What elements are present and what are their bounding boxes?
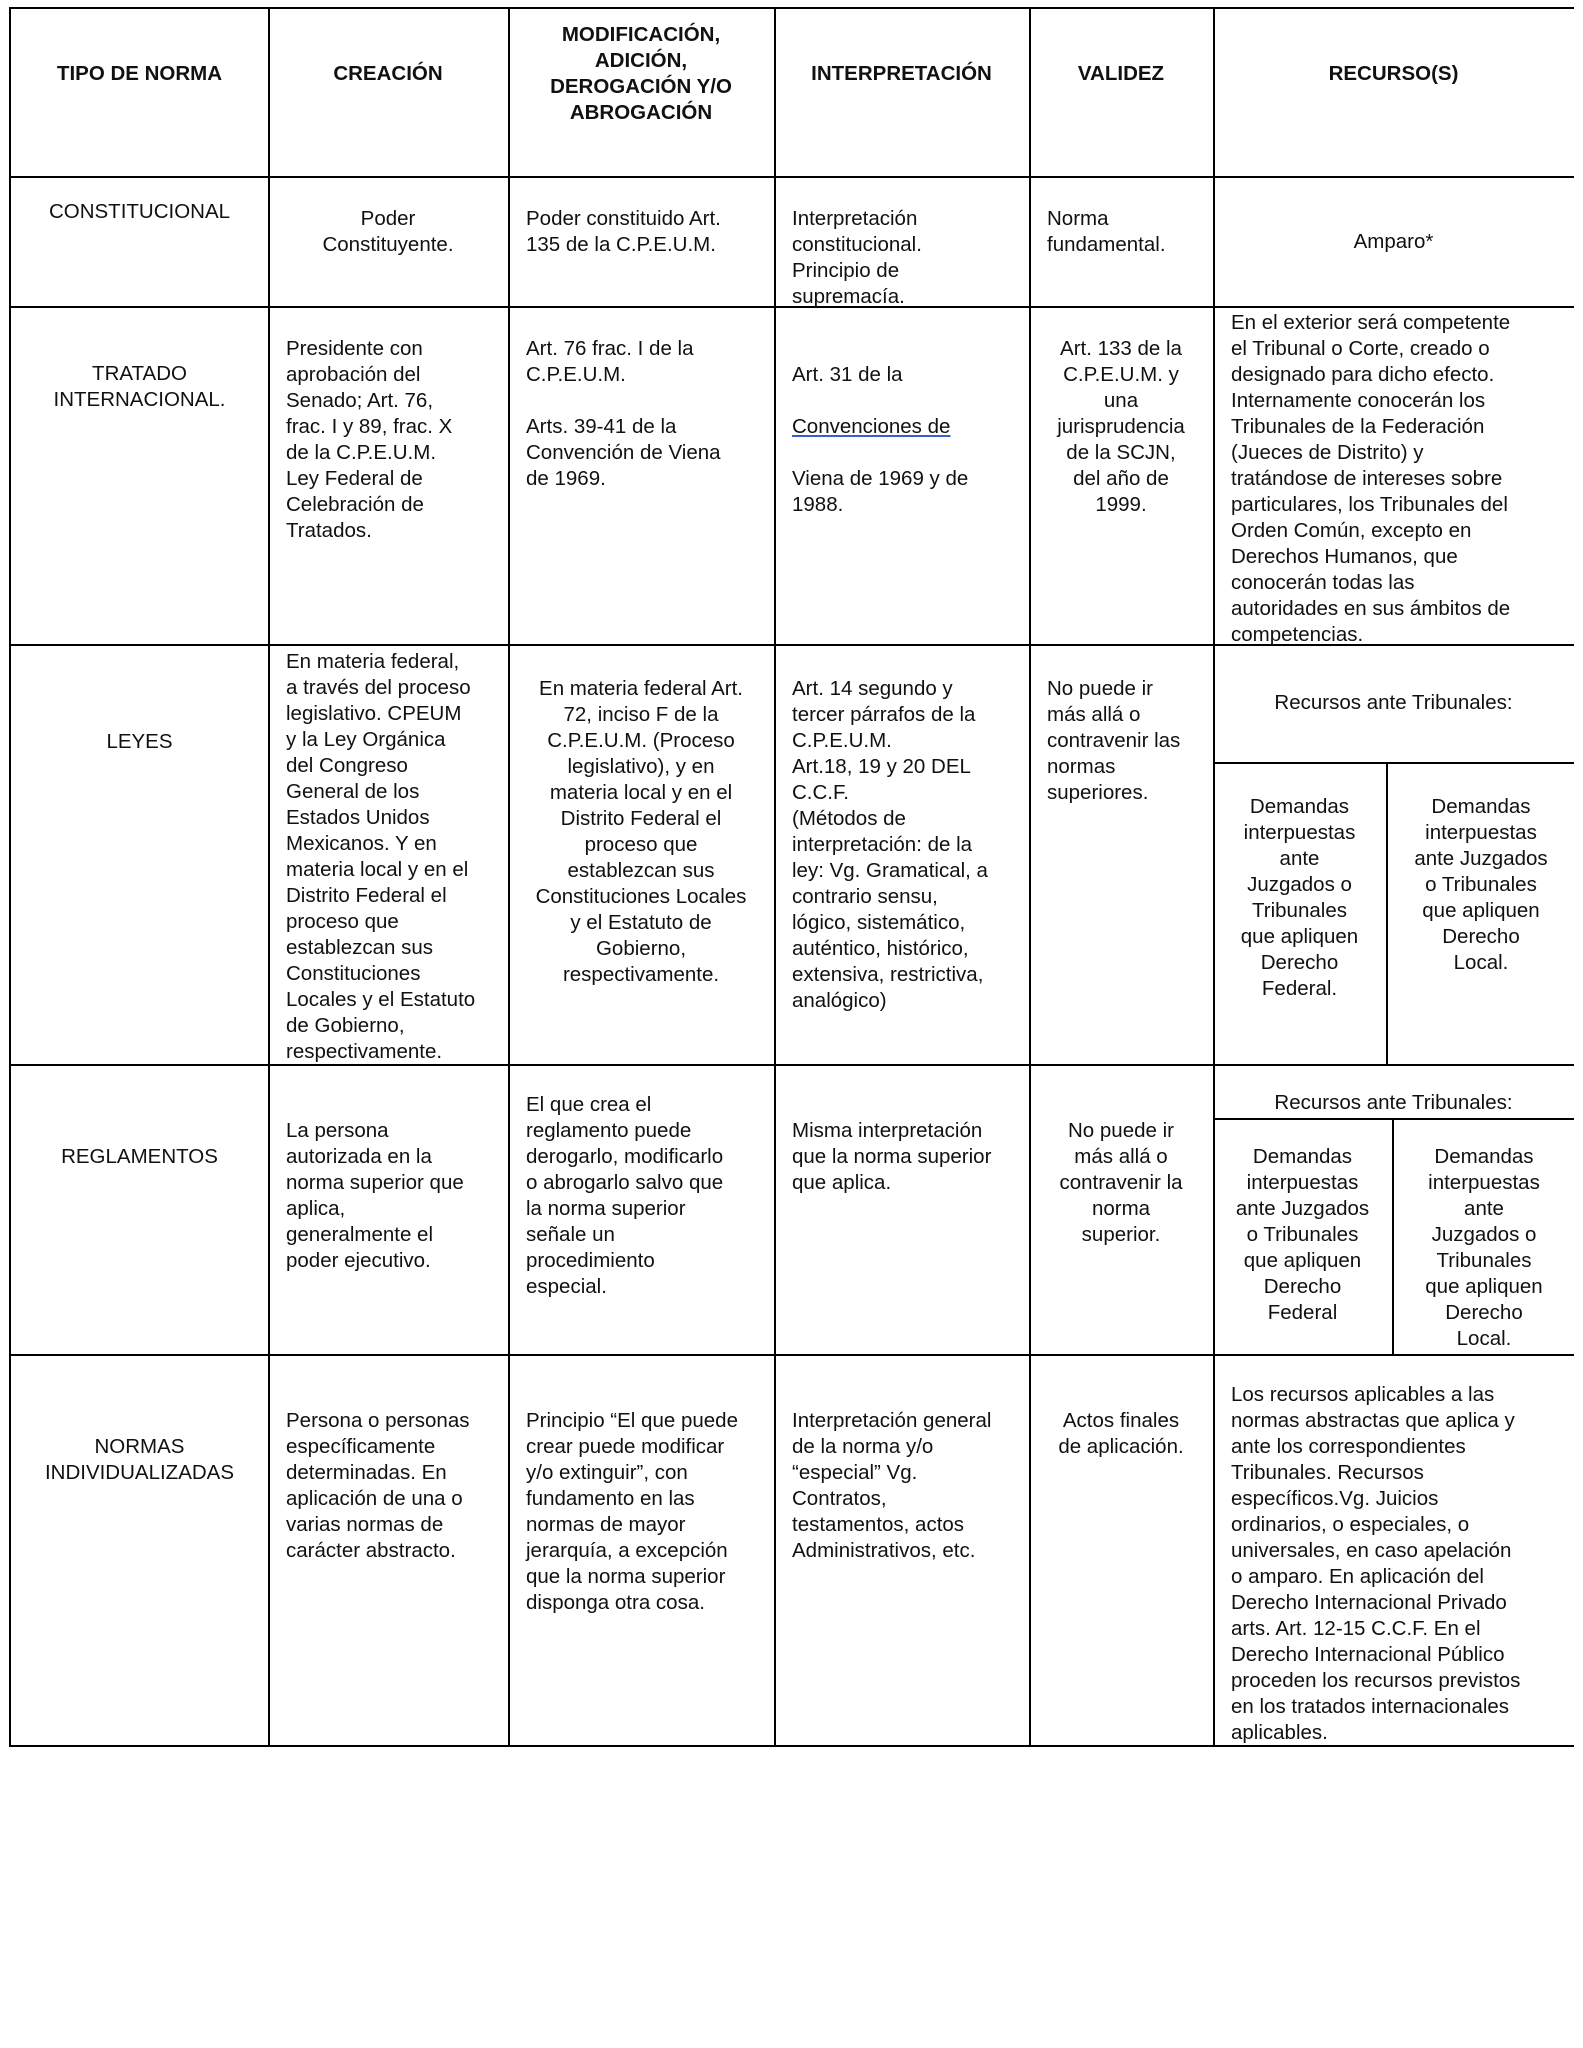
recursos-constitucional: Amparo*	[1353, 230, 1434, 253]
validez-tratado: Art. 133 de la C.P.E.U.M. y una jurisprudencia de la SCJN, del año de 1999.	[1057, 337, 1185, 516]
recursos-individualizadas: Los recursos aplicables a las normas abstractas que aplica y ante los correspondientes Tribunales. Recursos específicos.Vg. Juicios ordinarios, o especiales, o universales, en caso apelación o amparo. En aplicación del Derecho Internacional Privado arts. Art. 12-15 C.C.F. En el Derecho Internacional Público proceden los recursos previstos en los tratados internacionales aplicables.	[1231, 1383, 1521, 1744]
recursos-leyes-titulo: Recursos ante Tribunales:	[1274, 691, 1513, 714]
validez-individualizadas: Actos finales de aplicación.	[1058, 1409, 1184, 1458]
interpretacion-individualizadas: Interpretación general de la norma y/o “especial” Vg. Contratos, testamentos, actos Administrativos, etc.	[792, 1409, 992, 1562]
header-tipo: TIPO DE NORMA	[56, 62, 223, 85]
header-modificacion: MODIFICACIÓN, ADICIÓN, DEROGACIÓN Y/O ABROGACIÓN	[550, 23, 732, 124]
creacion-constitucional: Poder Constituyente.	[322, 207, 454, 256]
header-validez: VALIDEZ	[1077, 62, 1165, 85]
interpretacion-tratado-c: Viena de 1969 y de 1988.	[792, 467, 969, 516]
recursos-reglamentos-titulo: Recursos ante Tribunales:	[1274, 1091, 1513, 1114]
header-recursos: RECURSO(S)	[1328, 62, 1459, 85]
recursos-reglamentos-federal: Demandas interpuestas ante Juzgados o Tribunales que apliquen Derecho Federal	[1235, 1145, 1370, 1324]
creacion-leyes: En materia federal, a través del proceso legislativo. CPEUM y la Ley Orgánica del Congreso General de los Estados Unidos Mexicanos. Y en materia local y en el Distrito Federal el proceso que establezcan sus Constituciones Locales y el Estatuto de Gobierno, respectivamente.	[286, 650, 476, 1063]
modificacion-individualizadas: Principio “El que puede crear puede modificar y/o extinguir”, con fundamento en las normas de mayor jerarquía, a excepción que la norma superior disponga otra cosa.	[526, 1409, 738, 1614]
creacion-individualizadas: Persona o personas específicamente determinadas. En aplicación de una o varias normas de carácter abstracto.	[286, 1409, 470, 1562]
interpretacion-reglamentos: Misma interpretación que la norma superior que aplica.	[792, 1119, 992, 1194]
tipo-reglamentos: REGLAMENTOS	[61, 1145, 218, 1168]
validez-constitucional: Norma fundamental.	[1047, 207, 1166, 256]
tipo-leyes: LEYES	[106, 730, 173, 753]
modificacion-tratado-1: Art. 76 frac. I de la C.P.E.U.M.	[526, 337, 694, 386]
interpretacion-constitucional: Interpretación constitucional. Principio de supremacía.	[792, 207, 922, 308]
validez-reglamentos: No puede ir más allá o contravenir la norma superior.	[1059, 1119, 1183, 1246]
modificacion-leyes: En materia federal Art. 72, inciso F de la C.P.E.U.M. (Proceso legislativo), y en materia local y en el Distrito Federal el proceso que establezcan sus Constituciones Locales y el Estatuto de Gobierno, respectivamente.	[535, 677, 747, 986]
recursos-tratado: En el exterior será competente el Tribunal o Corte, creado o designado para dicho efecto. Internamente conocerán los Tribunales de la Federación (Jueces de Distrito) y tratándose de intereses sobre particulares, los Tribunales del Orden Común, excepto en Derechos Humanos, que conocerán todas las autoridades en sus ámbitos de competencias.	[1231, 311, 1511, 646]
recursos-reglamentos-local: Demandas interpuestas ante Juzgados o Tribunales que apliquen Derecho Local.	[1425, 1145, 1543, 1350]
row-divider	[11, 1354, 1574, 1356]
modificacion-reglamentos: El que crea el reglamento puede derogarlo, modificarlo o abrogarlo salvo que la norma superior señale un procedimiento especial.	[526, 1093, 724, 1298]
header-creacion: CREACIÓN	[333, 62, 443, 85]
column-divider	[774, 9, 776, 1745]
interpretacion-tratado-b: Convenciones de	[792, 415, 951, 438]
recursos-leyes-federal: Demandas interpuestas ante Juzgados o Tribunales que apliquen Derecho Federal.	[1240, 795, 1359, 1000]
row-divider	[11, 176, 1574, 178]
recursos-leyes-local: Demandas interpuestas ante Juzgados o Tribunales que apliquen Derecho Local.	[1414, 795, 1548, 974]
interpretacion-tratado-a: Art. 31 de la	[792, 363, 903, 386]
modificacion-constitucional: Poder constituido Art. 135 de la C.P.E.U.M.	[526, 207, 721, 256]
modificacion-tratado-2: Arts. 39-41 de la Convención de Viena de 1969.	[526, 415, 721, 490]
normas-table	[9, 7, 1574, 1747]
column-divider	[268, 9, 270, 1745]
interpretacion-tratado	[792, 336, 1027, 518]
interpretacion-leyes: Art. 14 segundo y tercer párrafos de la C.P.E.U.M. Art.18, 19 y 20 DEL C.C.F. (Métodos de interpretación: de la ley: Vg. Gramatical, a contrario sensu, lógico, sistemático, auténtico, histórico, extensiva, restrictiva, analógico)	[792, 677, 988, 1012]
column-divider	[1029, 9, 1031, 1745]
tipo-constitucional: CONSTITUCIONAL	[48, 200, 231, 223]
header-interpretacion: INTERPRETACIÓN	[811, 62, 992, 85]
tipo-tratado: TRATADO INTERNACIONAL.	[53, 362, 226, 411]
creacion-reglamentos: La persona autorizada en la norma superior que aplica, generalmente el poder ejecutivo.	[286, 1119, 464, 1272]
tipo-individualizadas: NORMAS INDIVIDUALIZADAS	[44, 1435, 235, 1484]
row-divider	[11, 1064, 1574, 1066]
validez-leyes: No puede ir más allá o contravenir las normas superiores.	[1047, 677, 1181, 804]
creacion-tratado: Presidente con aprobación del Senado; Art. 76, frac. I y 89, frac. X de la C.P.E.U.M. Ley Federal de Celebración de Tratados.	[286, 337, 453, 542]
recursos-subdivider	[1213, 762, 1574, 764]
